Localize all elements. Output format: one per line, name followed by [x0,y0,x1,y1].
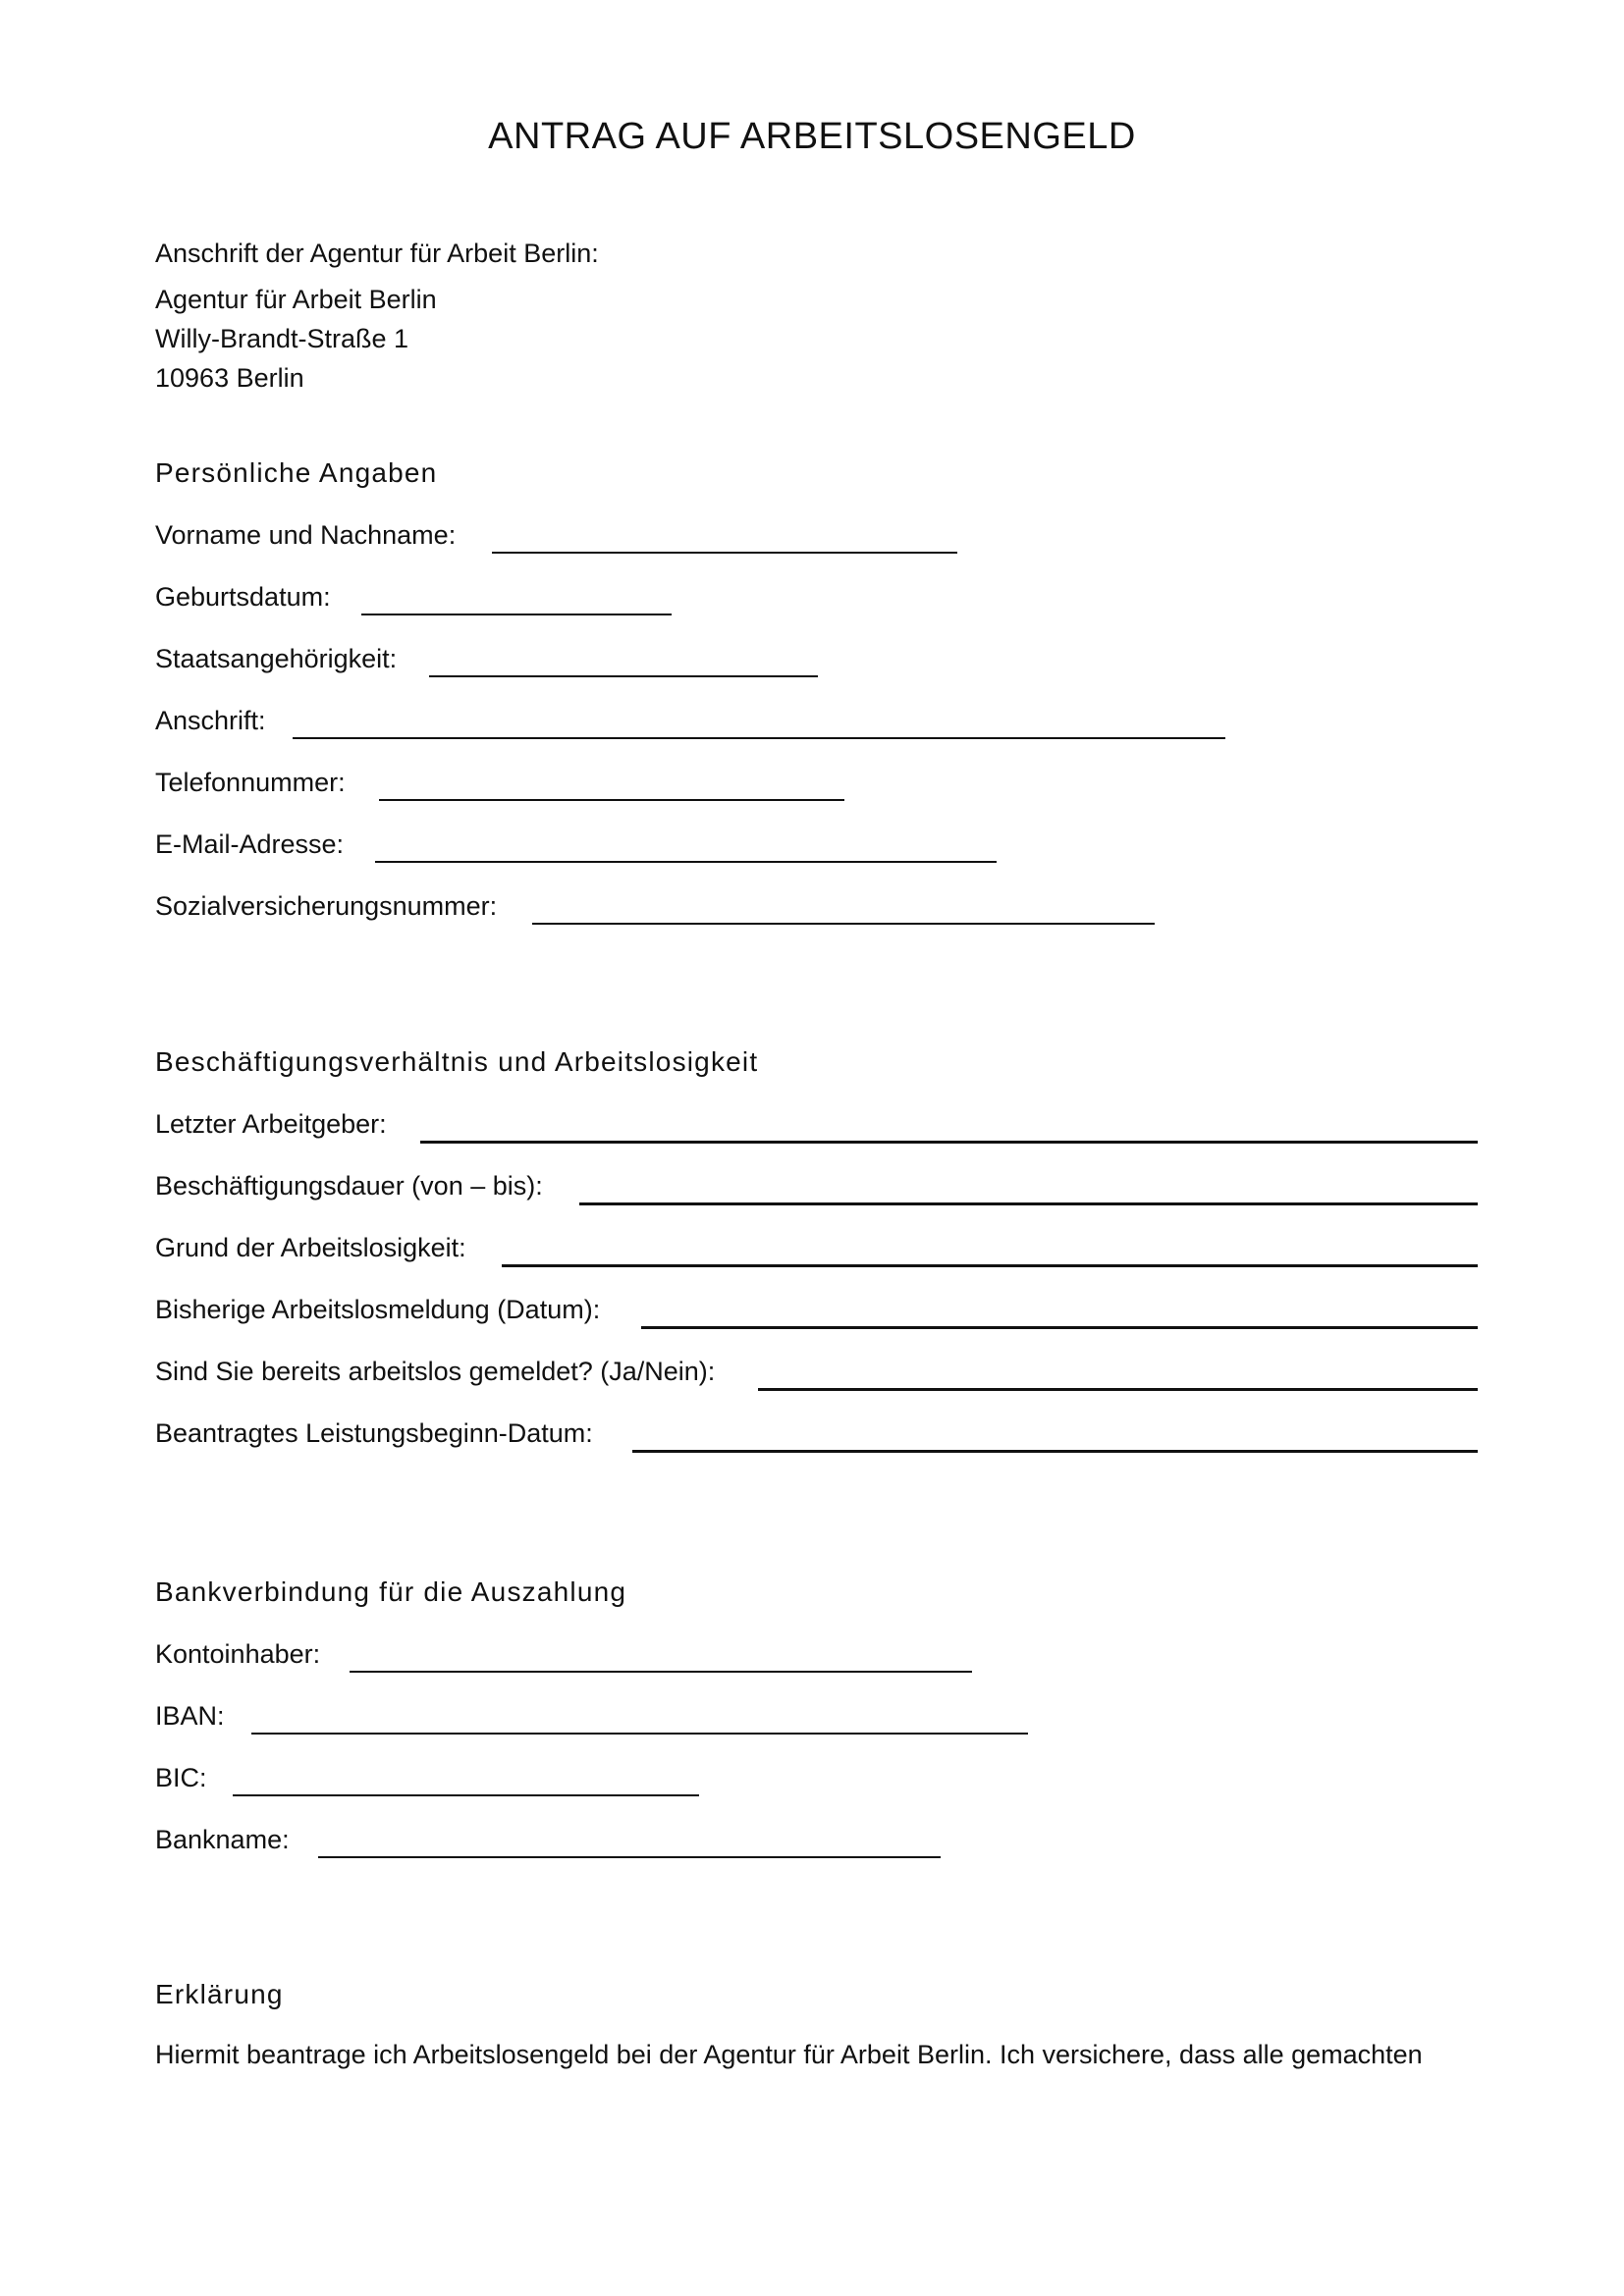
field-label: BIC: [155,1763,207,1792]
field-label: Bankname: [155,1825,290,1854]
field-label: Vorname und Nachname: [155,520,457,550]
field-label: Kontoinhaber: [155,1639,321,1669]
previous-registration-input[interactable] [641,1297,1478,1329]
already-registered-input[interactable] [758,1359,1478,1391]
field-label: Grund der Arbeitslosigkeit: [155,1233,466,1262]
section-declaration-heading: Erklärung [155,1979,284,2009]
page-title: ANTRAG AUF ARBEITSLOSENGELD [488,116,1136,157]
field-label: Telefonnummer: [155,768,346,797]
email-input[interactable] [375,831,997,863]
agency-city: 10963 Berlin [155,363,304,393]
agency-street: Willy-Brandt-Straße 1 [155,324,409,353]
unemployment-reason-input[interactable] [502,1235,1478,1267]
social-security-input[interactable] [532,893,1155,925]
field-label: Sind Sie bereits arbeitslos gemeldet? (Ja/Nein): [155,1357,716,1386]
iban-input[interactable] [251,1703,1028,1735]
field-label: Staatsangehörigkeit: [155,644,398,673]
last-employer-input[interactable] [420,1111,1478,1144]
field-label: Beantragtes Leistungsbeginn-Datum: [155,1418,593,1448]
field-label: Bisherige Arbeitslosmeldung (Datum): [155,1295,601,1324]
benefit-start-date-input[interactable] [632,1420,1478,1453]
field-label: Sozialversicherungsnummer: [155,891,498,921]
section-employment-heading: Beschäftigungsverhältnis und Arbeitslosigkeit [155,1046,759,1077]
nationality-input[interactable] [429,646,818,677]
address-input[interactable] [293,708,1225,739]
section-personal-heading: Persönliche Angaben [155,457,438,488]
field-label: Anschrift: [155,706,266,735]
field-label: Geburtsdatum: [155,582,331,612]
birthdate-input[interactable] [361,584,672,615]
account-holder-input[interactable] [350,1641,972,1673]
section-bank-heading: Bankverbindung für die Auszahlung [155,1576,627,1607]
field-label: IBAN: [155,1701,225,1731]
field-label: Letzter Arbeitgeber: [155,1109,387,1139]
agency-address-label: Anschrift der Agentur für Arbeit Berlin: [155,239,599,268]
full-name-input[interactable] [492,522,957,554]
declaration-text: Hiermit beantrage ich Arbeitslosengeld bei der Agentur für Arbeit Berlin. Ich versichere, dass alle gemachten [155,2040,1423,2069]
agency-name: Agentur für Arbeit Berlin [155,285,437,314]
bank-name-input[interactable] [318,1827,941,1858]
field-label: E-Mail-Adresse: [155,829,345,859]
field-label: Beschäftigungsdauer (von – bis): [155,1171,543,1201]
employment-period-input[interactable] [579,1173,1478,1205]
bic-input[interactable] [233,1765,699,1796]
phone-input[interactable] [379,770,844,801]
